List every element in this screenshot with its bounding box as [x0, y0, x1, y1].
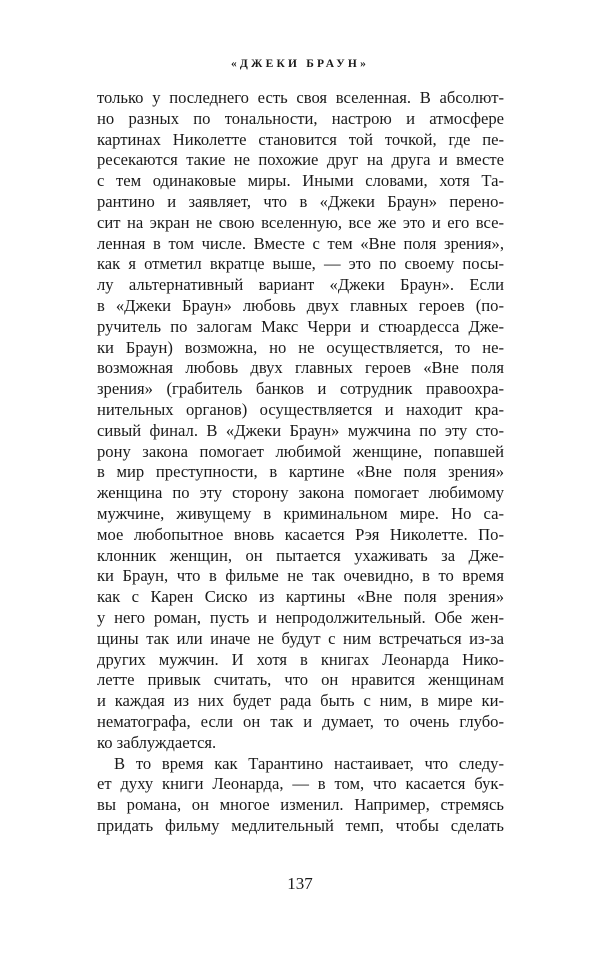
- text-line: но разных по тональности, настрою и атмосфере: [97, 108, 504, 128]
- text-line: летте привык считать, что он нравится женщинам: [97, 670, 504, 690]
- text-line: ки Браун, что в фильме не так очевидно, в то время: [97, 566, 504, 586]
- text-line: только у последнего есть своя вселенная. В абсолют-: [97, 88, 504, 107]
- text-line: клонник женщин, он пытается ухаживать за Дже-: [97, 545, 504, 565]
- text-line: женщина по эту сторону закона помогает любимому: [97, 483, 504, 503]
- text-line: ресекаются такие не похожие друг на друга и вместе: [97, 150, 504, 170]
- text-line: мое любопытное вновь касается Рэя Николетте. По-: [97, 524, 504, 544]
- paragraph: [97, 754, 504, 837]
- text-line: рону закона помогает любимой женщине, попавшей: [97, 441, 504, 461]
- text-line: как я отметил вкратце выше, — это по своему посы-: [97, 254, 504, 274]
- page-number: 137: [287, 874, 313, 893]
- text-line: нительных органов) осуществляется и находит кра-: [97, 399, 504, 419]
- text-line: зрения» (грабитель банков и сотрудник правоохра-: [97, 379, 504, 399]
- text-line: сит на экран не свою вселенную, все же это и его все-: [97, 212, 504, 232]
- paragraph: [97, 88, 504, 754]
- text-line: лу альтернативный вариант «Джеки Браун». Если: [97, 275, 504, 295]
- text-line: и каждая из них будет рада быть с ним, в мире ки-: [97, 691, 504, 711]
- text-line: возможная любовь двух главных героев «Вне поля: [97, 358, 504, 378]
- text-line: В то время как Тарантино настаивает, что следу-: [114, 753, 504, 773]
- text-line: ет духу книги Леонарда, — в том, что касается бук-: [97, 774, 504, 794]
- text-line: картинах Николетте становится той точкой, где пе-: [97, 129, 504, 149]
- text-line: с тем одинаковые миры. Иными словами, хотя Та-: [97, 171, 504, 191]
- text-line: ки Браун) возможна, но не осуществляется, то не-: [97, 337, 504, 357]
- text-line: в мир преступности, в картине «Вне поля зрения»: [97, 462, 504, 482]
- text-line: ручитель по залогам Макс Черри и стюардесса Дже-: [97, 316, 504, 336]
- text-line: других мужчин. И хотя в книгах Леонарда Нико-: [97, 649, 504, 669]
- text-line: в «Джеки Браун» любовь двух главных героев (по-: [97, 295, 504, 315]
- text-line: щины так или иначе не будут с ним встречаться из-за: [97, 628, 504, 648]
- text-line: рантино и заявляет, что в «Джеки Браун» перено-: [97, 191, 504, 211]
- text-line: ко заблуждается.: [97, 732, 217, 752]
- text-line: сивый финал. В «Джеки Браун» мужчина по эту сто-: [97, 420, 504, 440]
- text-line: у него роман, пусть и непродолжительный. Обе жен-: [97, 607, 504, 627]
- text-line: вы романа, он многое изменил. Например, стремясь: [97, 795, 504, 815]
- running-header: «ДЖЕКИ БРАУН»: [230, 58, 370, 70]
- text-line: нематографа, если он так и думает, то очень глубо-: [97, 711, 504, 731]
- text-line: мужчине, живущему в криминальном мире. Но са-: [97, 503, 504, 523]
- text-line: ленная в том числе. Вместе с тем «Вне поля зрения»,: [97, 233, 504, 253]
- body-text: [97, 88, 504, 837]
- text-line: как с Карен Сиско из картины «Вне поля зрения»: [97, 587, 504, 607]
- text-line: придать фильму медлительный темп, чтобы сделать: [97, 815, 504, 835]
